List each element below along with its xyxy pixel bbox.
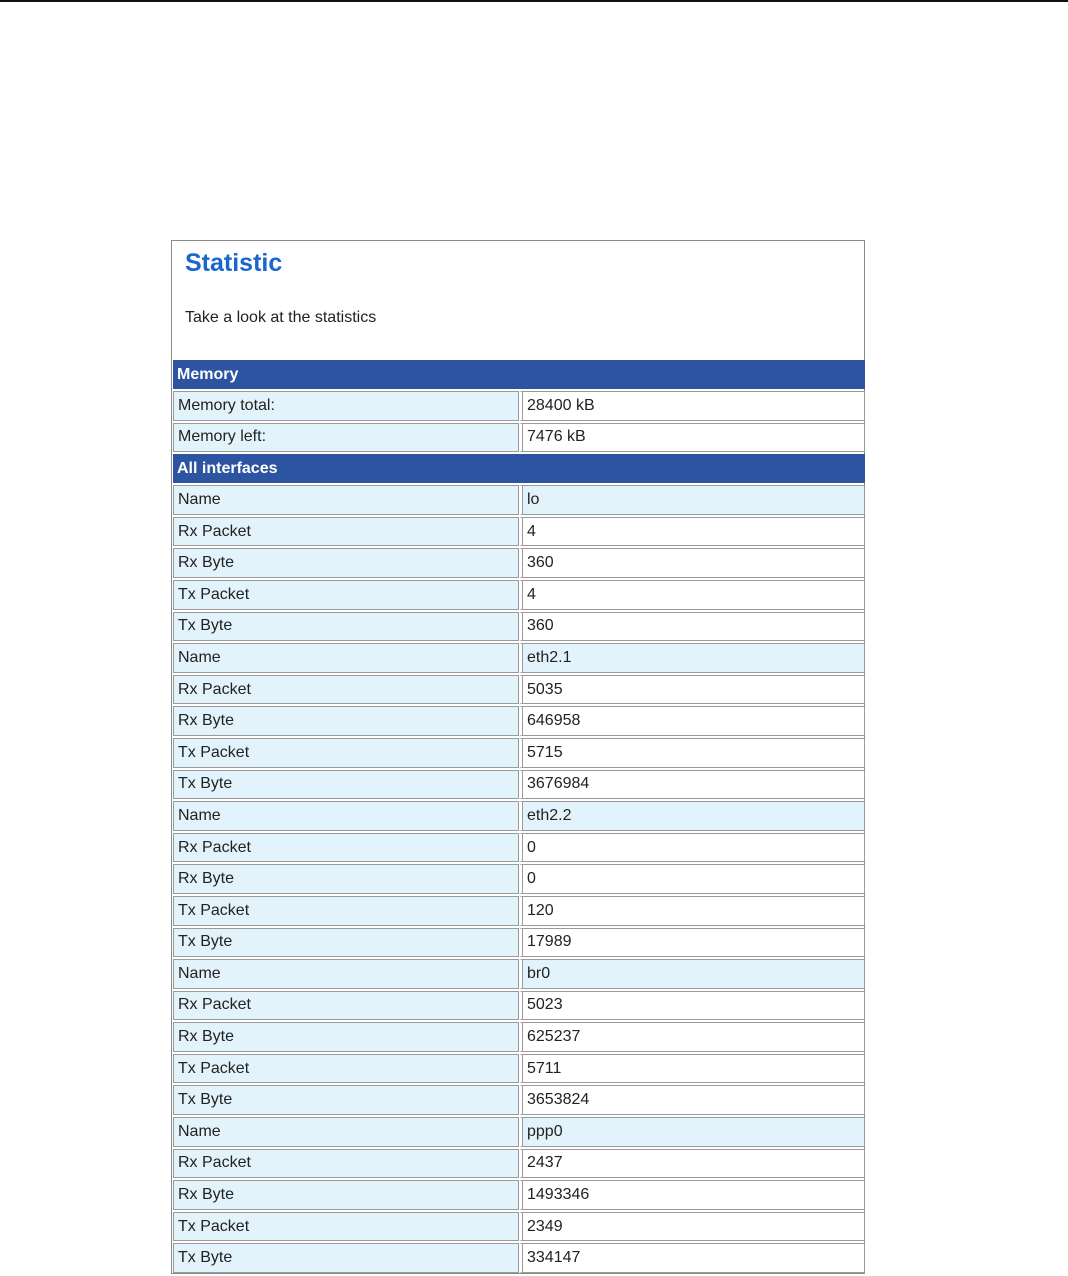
interface-name-value: eth2.1: [519, 643, 865, 673]
interface-tx-byte-value: 3676984: [519, 770, 865, 800]
interface-tx-packet-label: Tx Packet: [173, 1054, 519, 1084]
interface-name-label: Name: [173, 801, 519, 831]
interface-tx-byte-value: 360: [519, 612, 865, 642]
interface-rx-byte-value: 625237: [519, 1022, 865, 1052]
interface-rx-byte-value: 0: [519, 864, 865, 894]
memory-section-header: [173, 360, 865, 389]
interfaces-section-header: [173, 454, 865, 483]
interface-rx-packet-value: 5035: [519, 675, 865, 705]
interface-stat-row: [173, 675, 865, 705]
statistics-table: [173, 358, 865, 1275]
memory-total-label: Memory total:: [173, 391, 519, 421]
page-title: Statistic: [185, 249, 283, 277]
memory-row: [173, 423, 865, 453]
interface-stat-row: [173, 548, 865, 578]
interface-rx-byte-label: Rx Byte: [173, 1022, 519, 1052]
interface-name-value: lo: [519, 485, 865, 515]
interface-rx-packet-label: Rx Packet: [173, 675, 519, 705]
interface-name-value: eth2.2: [519, 801, 865, 831]
interface-tx-packet-label: Tx Packet: [173, 1212, 519, 1242]
interface-tx-byte-label: Tx Byte: [173, 928, 519, 958]
interface-tx-byte-value: 3653824: [519, 1085, 865, 1115]
interface-tx-packet-value: 5715: [519, 738, 865, 768]
interface-tx-packet-value: 2349: [519, 1212, 865, 1242]
interface-stat-row: [173, 1243, 865, 1273]
memory-total-value: 28400 kB: [519, 391, 865, 421]
statistic-panel: [171, 240, 865, 1274]
interface-stat-row: [173, 991, 865, 1021]
interface-stat-row: [173, 1022, 865, 1052]
interface-stat-row: [173, 517, 865, 547]
interface-tx-byte-label: Tx Byte: [173, 1085, 519, 1115]
interface-tx-packet-label: Tx Packet: [173, 738, 519, 768]
interface-stat-row: [173, 833, 865, 863]
page-subtitle: Take a look at the statistics: [185, 309, 377, 326]
interface-stat-row: [173, 706, 865, 736]
interface-stat-row: [173, 896, 865, 926]
interface-tx-packet-value: 5711: [519, 1054, 865, 1084]
interface-rx-packet-label: Rx Packet: [173, 833, 519, 863]
interface-rx-byte-value: 1493346: [519, 1180, 865, 1210]
interface-stat-row: [173, 738, 865, 768]
interface-stat-row: [173, 801, 865, 831]
interface-name-label: Name: [173, 1117, 519, 1147]
interface-rx-packet-label: Rx Packet: [173, 1149, 519, 1179]
interface-stat-row: [173, 612, 865, 642]
memory-row: [173, 391, 865, 421]
interface-stat-row: [173, 959, 865, 989]
memory-header-label: Memory: [173, 360, 865, 389]
interface-tx-byte-label: Tx Byte: [173, 1243, 519, 1273]
interface-tx-packet-value: 120: [519, 896, 865, 926]
interface-name-value: br0: [519, 959, 865, 989]
top-divider: [0, 0, 1068, 2]
interface-stat-row: [173, 770, 865, 800]
interface-stat-row: [173, 1085, 865, 1115]
interface-rx-byte-value: 360: [519, 548, 865, 578]
interface-stat-row: [173, 1212, 865, 1242]
interface-rx-packet-label: Rx Packet: [173, 991, 519, 1021]
interface-stat-row: [173, 485, 865, 515]
interfaces-header-label: All interfaces: [173, 454, 865, 483]
interface-stat-row: [173, 580, 865, 610]
memory-left-label: Memory left:: [173, 423, 519, 453]
interface-rx-byte-label: Rx Byte: [173, 548, 519, 578]
interface-name-label: Name: [173, 959, 519, 989]
interface-name-label: Name: [173, 485, 519, 515]
interface-rx-byte-label: Rx Byte: [173, 706, 519, 736]
interface-stat-row: [173, 1117, 865, 1147]
interface-tx-byte-label: Tx Byte: [173, 612, 519, 642]
interface-tx-byte-label: Tx Byte: [173, 770, 519, 800]
interface-stat-row: [173, 1180, 865, 1210]
interface-stat-row: [173, 864, 865, 894]
interface-rx-packet-value: 0: [519, 833, 865, 863]
interface-tx-byte-value: 17989: [519, 928, 865, 958]
interface-stat-row: [173, 928, 865, 958]
interface-rx-byte-value: 646958: [519, 706, 865, 736]
interface-rx-byte-label: Rx Byte: [173, 1180, 519, 1210]
interface-name-label: Name: [173, 643, 519, 673]
memory-left-value: 7476 kB: [519, 423, 865, 453]
interface-rx-packet-value: 2437: [519, 1149, 865, 1179]
interface-stat-row: [173, 643, 865, 673]
interface-name-value: ppp0: [519, 1117, 865, 1147]
interface-tx-byte-value: 334147: [519, 1243, 865, 1273]
interface-rx-packet-label: Rx Packet: [173, 517, 519, 547]
interface-tx-packet-label: Tx Packet: [173, 580, 519, 610]
interface-tx-packet-label: Tx Packet: [173, 896, 519, 926]
interface-stat-row: [173, 1149, 865, 1179]
interface-tx-packet-value: 4: [519, 580, 865, 610]
interface-rx-packet-value: 5023: [519, 991, 865, 1021]
interface-rx-byte-label: Rx Byte: [173, 864, 519, 894]
interface-rx-packet-value: 4: [519, 517, 865, 547]
interface-stat-row: [173, 1054, 865, 1084]
